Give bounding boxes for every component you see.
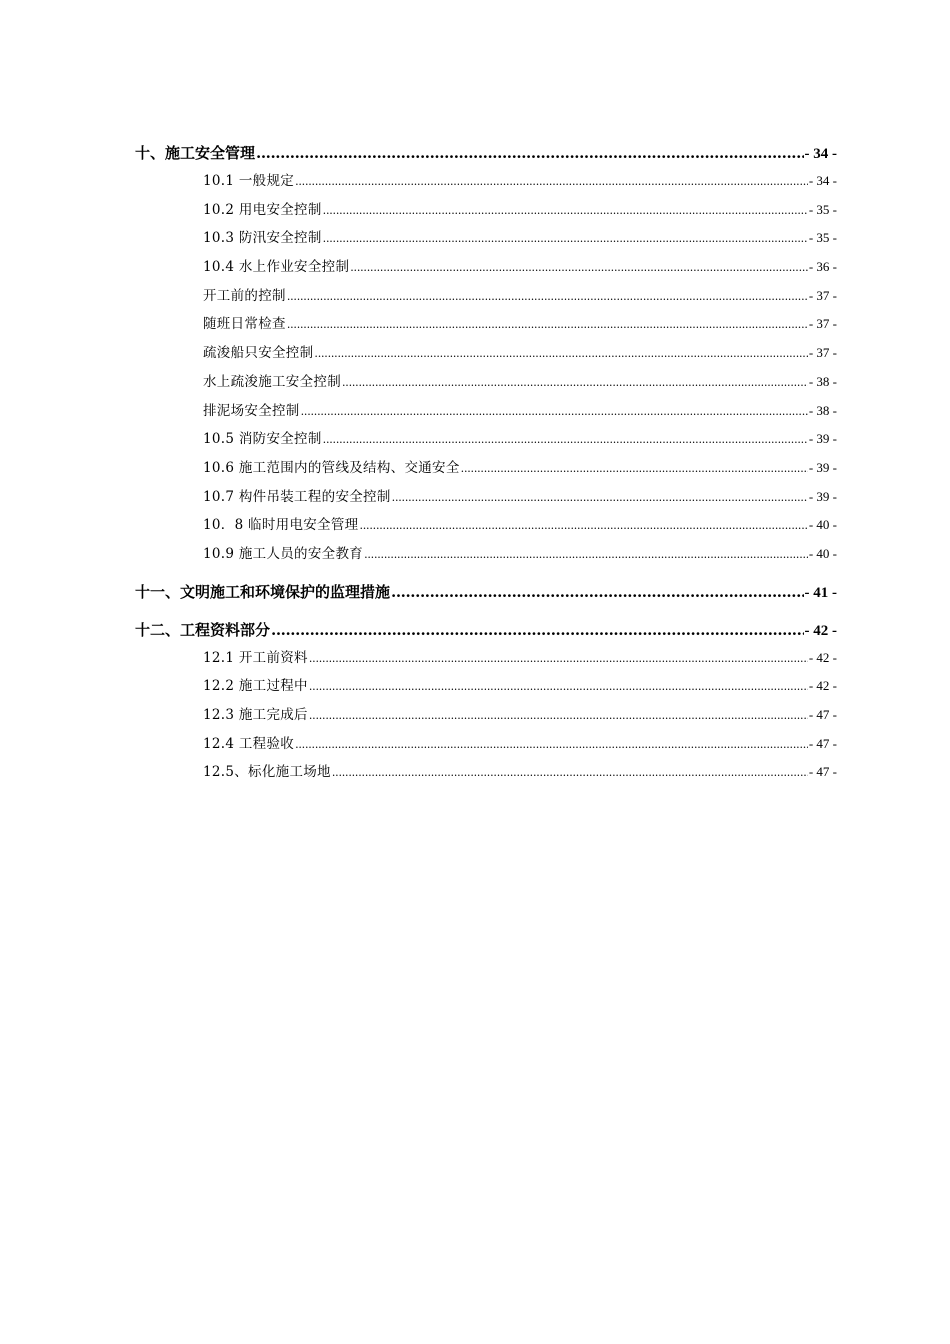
dot-leader — [309, 644, 808, 673]
toc-entry-page: - 41 - — [804, 584, 837, 601]
toc-entry-page: - 42 - — [808, 678, 837, 694]
toc-entry-mud-field-safety[interactable] — [135, 397, 837, 426]
dot-leader — [323, 425, 808, 454]
toc-entry-label: 12.2 施工过程中 — [203, 678, 308, 695]
toc-entry-page: - 40 - — [808, 545, 837, 561]
toc-entry-page: - 37 - — [808, 316, 837, 332]
toc-entry-page: - 35 - — [808, 201, 837, 217]
toc-entry-label: 10.4 水上作业安全控制 — [203, 259, 350, 276]
toc-entry-page: - 38 - — [808, 402, 837, 418]
dot-leader — [392, 483, 808, 512]
toc-entry-label: 10．8 临时用电安全管理 — [203, 517, 359, 534]
dot-leader — [287, 282, 808, 311]
toc-entry-page: - 35 - — [808, 230, 837, 246]
dot-leader — [295, 730, 808, 759]
toc-entry-12-3[interactable] — [135, 701, 837, 730]
toc-entry-page: - 42 - — [804, 622, 837, 639]
dot-leader — [391, 579, 803, 606]
dot-leader — [271, 617, 803, 644]
toc-entry-12-1[interactable] — [135, 644, 837, 673]
dot-leader — [332, 758, 808, 787]
toc-entry-water-dredging-safety[interactable] — [135, 368, 837, 397]
toc-entry-label: 12.5、标化施工场地 — [203, 764, 331, 781]
toc-entry-label: 十二、工程资料部分 — [135, 620, 271, 639]
dot-leader — [323, 224, 808, 253]
toc-entry-page: - 47 - — [808, 707, 837, 722]
toc-entry-10-7[interactable] — [135, 483, 837, 512]
toc-entry-label: 十、施工安全管理 — [135, 144, 256, 162]
toc-entry-label: 水上疏浚施工安全控制 — [203, 373, 341, 390]
toc-entry-label: 随班日常检查 — [203, 316, 286, 333]
dot-leader — [314, 339, 807, 368]
dot-leader — [301, 397, 808, 426]
toc-entry-label: 10.7 构件吊装工程的安全控制 — [203, 488, 391, 505]
toc-entry-daily-inspection[interactable] — [135, 310, 837, 339]
dot-leader — [287, 310, 808, 339]
toc-entry-label: 12.1 开工前资料 — [203, 649, 308, 666]
dot-leader — [461, 454, 808, 483]
table-of-contents — [135, 140, 837, 787]
toc-entry-chapter-11[interactable] — [135, 579, 837, 606]
toc-entry-label: 10.6 施工范围内的管线及结构、交通安全 — [203, 459, 460, 476]
toc-entry-label: 疏浚船只安全控制 — [203, 345, 314, 362]
toc-entry-pre-start-control[interactable] — [135, 282, 837, 311]
toc-entry-10-1[interactable] — [135, 167, 837, 196]
toc-entry-label: 10.9 施工人员的安全教育 — [203, 545, 364, 562]
toc-entry-page: - 39 - — [808, 459, 837, 475]
toc-entry-page: - 37 - — [808, 287, 837, 303]
toc-entry-10-9[interactable] — [135, 540, 837, 569]
toc-entry-page: - 34 - — [808, 173, 837, 188]
toc-entry-page: - 47 - — [808, 735, 837, 751]
dot-leader — [295, 167, 808, 196]
toc-entry-12-4[interactable] — [135, 730, 837, 759]
dot-leader — [309, 701, 808, 730]
toc-entry-label: 10.3 防汛安全控制 — [203, 230, 322, 247]
toc-entry-page: - 40 - — [808, 517, 837, 533]
toc-entry-label: 10.1 一般规定 — [203, 173, 295, 189]
toc-entry-12-2[interactable] — [135, 672, 837, 701]
toc-entry-page: - 39 - — [808, 431, 837, 447]
toc-entry-10-8[interactable] — [135, 511, 837, 540]
toc-entry-label: 10.5 消防安全控制 — [203, 431, 322, 448]
toc-entry-label: 12.3 施工完成后 — [203, 707, 308, 723]
toc-entry-page: - 36 - — [808, 259, 837, 275]
toc-entry-chapter-12[interactable] — [135, 617, 837, 644]
dot-leader — [342, 368, 808, 397]
toc-entry-label: 开工前的控制 — [203, 287, 286, 304]
toc-entry-label: 排泥场安全控制 — [203, 402, 300, 419]
toc-entry-label: 10.2 用电安全控制 — [203, 201, 322, 218]
toc-entry-10-2[interactable] — [135, 196, 837, 225]
toc-entry-page: - 39 - — [808, 488, 837, 504]
toc-entry-page: - 34 - — [804, 146, 837, 162]
toc-entry-10-4[interactable] — [135, 253, 837, 282]
toc-entry-page: - 42 - — [808, 649, 837, 665]
toc-entry-label: 十一、文明施工和环境保护的监理措施 — [135, 582, 391, 601]
toc-entry-10-3[interactable] — [135, 224, 837, 253]
toc-entry-page: - 38 - — [808, 373, 837, 389]
dot-leader — [323, 196, 808, 225]
toc-entry-page: - 47 - — [808, 764, 837, 780]
toc-entry-dredger-safety[interactable] — [135, 339, 837, 368]
toc-entry-12-5[interactable] — [135, 758, 837, 787]
dot-leader — [350, 253, 808, 282]
toc-entry-10-5[interactable] — [135, 425, 837, 454]
dot-leader — [364, 540, 808, 569]
dot-leader — [359, 511, 807, 540]
toc-entry-10-6[interactable] — [135, 454, 837, 483]
dot-leader — [309, 672, 808, 701]
toc-entry-chapter-10[interactable] — [135, 140, 837, 167]
toc-entry-label: 12.4 工程验收 — [203, 735, 295, 752]
toc-entry-page: - 37 - — [808, 345, 837, 361]
dot-leader — [256, 140, 803, 167]
